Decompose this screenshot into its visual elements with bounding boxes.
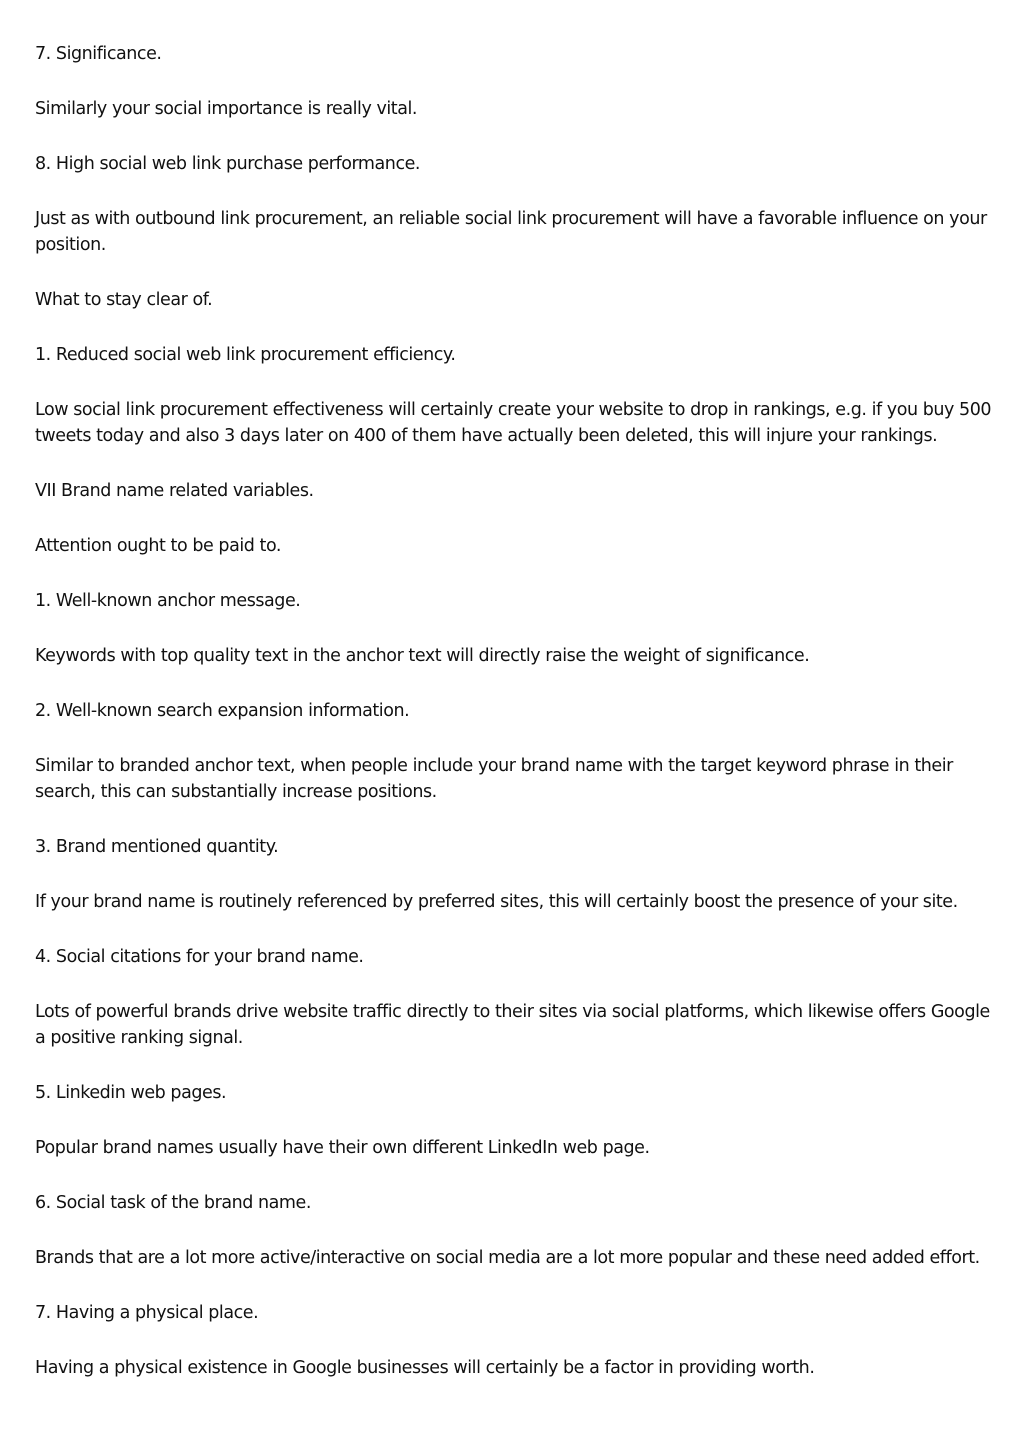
heading-what-to-stay-clear-of: What to stay clear of.: [35, 290, 213, 310]
paragraph-brand-referenced: If your brand name is routinely referenced by preferred sites, this will certainly boost the presence of your site.: [35, 892, 958, 912]
section-heading-brand-variables: VII Brand name related variables.: [35, 481, 314, 501]
paragraph-outbound-link-procurement: Just as with outbound link procurement, an reliable social link procurement will have a favorable influence on your position.: [35, 209, 987, 255]
paragraph-active-brands: Brands that are a lot more active/interactive on social media are a lot more popular and these need added effort.: [35, 1248, 980, 1268]
paragraph-physical-existence: Having a physical existence in Google businesses will certainly be a factor in providing worth.: [35, 1358, 815, 1378]
heading-reduced-social-link-efficiency: 1. Reduced social web link procurement efficiency.: [35, 345, 456, 365]
heading-linkedin-pages: 5. Linkedin web pages.: [35, 1083, 227, 1103]
paragraph-powerful-brands: Lots of powerful brands drive website traffic directly to their sites via social platforms, which likewise offers Google a positive ranking signal.: [35, 1002, 990, 1048]
paragraph-keywords-anchor-text: Keywords with top quality text in the anchor text will directly raise the weight of significance.: [35, 646, 810, 666]
paragraph-branded-anchor-text: Similar to branded anchor text, when people include your brand name with the target keyword phrase in their search, this can substantially increase positions.: [35, 756, 953, 802]
heading-well-known-anchor: 1. Well-known anchor message.: [35, 591, 301, 611]
heading-social-task: 6. Social task of the brand name.: [35, 1193, 311, 1213]
heading-attention: Attention ought to be paid to.: [35, 536, 282, 556]
heading-significance: 7. Significance.: [35, 44, 162, 64]
heading-physical-place: 7. Having a physical place.: [35, 1303, 259, 1323]
heading-brand-mentioned-quantity: 3. Brand mentioned quantity.: [35, 837, 279, 857]
paragraph-low-social-link-effectiveness: Low social link procurement effectiveness will certainly create your website to drop in rankings, e.g. if you buy 500 tweets today and also 3 days later on 400 of them have actually been deleted, this will injure your rankings.: [35, 400, 992, 446]
heading-high-social-link-performance: 8. High social web link purchase performance.: [35, 154, 421, 174]
paragraph-linkedin: Popular brand names usually have their own different LinkedIn web page.: [35, 1138, 650, 1158]
heading-social-citations: 4. Social citations for your brand name.: [35, 947, 364, 967]
document-body: [35, 41, 993, 1410]
paragraph-social-importance: Similarly your social importance is really vital.: [35, 99, 418, 119]
heading-search-expansion: 2. Well-known search expansion information.: [35, 701, 410, 721]
